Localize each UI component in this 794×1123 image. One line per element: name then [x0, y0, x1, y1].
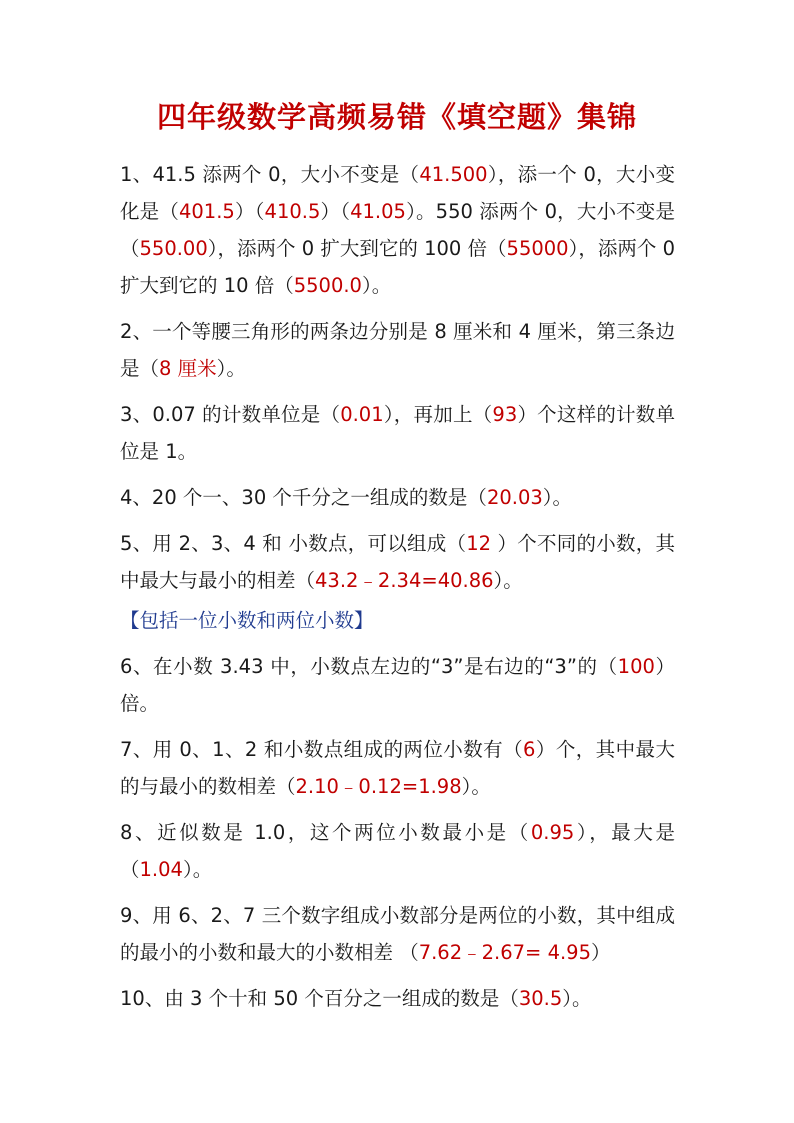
question-text: 5、用 2、3、4 和 小数点，可以组成（ [120, 532, 467, 555]
question-text: ），再加上（ [383, 403, 493, 426]
answer-text: 1.04 [139, 858, 183, 881]
question-text: ）。 [493, 569, 523, 592]
question-5-note: 【包括一位小数和两位小数】 [120, 609, 374, 632]
question-text: ） [591, 941, 611, 964]
answer-text: 41.500 [419, 163, 488, 186]
question-4 [120, 479, 675, 516]
answer-text: 7.62﹣2.67= 4.95 [418, 941, 591, 964]
question-text: ）。 [361, 274, 392, 297]
question-text: ），添两个 0 扩大到它的 10 倍（ [120, 237, 675, 297]
answer-text: 43.2﹣2.34=40.86 [315, 569, 494, 592]
answer-text: 41.05 [350, 200, 406, 223]
question-9 [120, 897, 675, 971]
answer-text: 2.10﹣0.12=1.98 [295, 775, 462, 798]
question-3 [120, 396, 675, 470]
question-text: 10、由 3 个十和 50 个百分之一组成的数是（ [120, 987, 519, 1010]
question-text: ）。 [562, 987, 592, 1010]
question-text: ）。 [216, 357, 246, 380]
answer-text: 30.5 [518, 987, 563, 1010]
question-text: 2、一个等腰三角形的两条边分别是 8 厘米和 4 厘米，第三条边是（ [120, 320, 675, 380]
question-text: ），添一个 0，大小变化是（ [120, 163, 675, 223]
question-10 [120, 980, 675, 1017]
answer-text: 8 厘米 [159, 357, 217, 380]
document-title: 四年级数学高频易错《填空题》集锦 [156, 100, 637, 134]
question-6 [120, 648, 675, 722]
question-text: 8、近似数是 1.0，这个两位小数最小是（ [120, 821, 531, 844]
answer-text: 550.00 [139, 237, 208, 260]
answer-text: 20.03 [486, 486, 543, 509]
question-text: ）。 [461, 775, 491, 798]
answer-text: 401.5 [178, 200, 235, 223]
question-text: ）。 [542, 486, 573, 509]
question-2 [120, 313, 675, 387]
question-text: ），添两个 0 扩大到它的 100 倍（ [207, 237, 507, 260]
question-text: 9、用 6、2、7 三个数字组成小数部分是两位的小数，其中组成的最小的小数和最大的小数相差 （ [120, 904, 675, 964]
answer-text: 410.5 [264, 200, 321, 223]
question-text: ）。550 添两个 0，大小不变是（ [120, 200, 675, 260]
question-text: ）（ [234, 200, 265, 223]
question-text: ）。 [182, 858, 213, 881]
answer-text: 55000 [506, 237, 569, 260]
question-list [120, 156, 675, 1026]
answer-text: 100 [617, 655, 655, 678]
question-text: 1、41.5 添两个 0，大小不变是（ [120, 163, 420, 186]
answer-text: 12 [466, 532, 492, 555]
question-text: 7、用 0、1、2 和小数点组成的两位小数有（ [120, 738, 524, 761]
question-5 [120, 525, 675, 599]
answer-text: 6 [523, 738, 536, 761]
answer-text: 5500.0 [293, 274, 362, 297]
answer-text: 93 [492, 403, 518, 426]
question-7 [120, 731, 675, 805]
answer-text: 0.95 [530, 821, 575, 844]
question-text: ）个，其中最大的与最小的数相差（ [120, 738, 675, 798]
question-text: ）个这样的计数单位是 1。 [120, 403, 675, 463]
question-text: ）（ [320, 200, 351, 223]
question-text: 4、20 个一、30 个千分之一组成的数是（ [120, 486, 487, 509]
question-8 [120, 814, 675, 888]
answer-text: 0.01 [340, 403, 384, 426]
question-text: 6、在小数 3.43 中，小数点左边的“3”是右边的“3”的（ [120, 655, 618, 678]
question-text: ），最大是（ [120, 821, 675, 881]
question-text: 3、0.07 的计数单位是（ [120, 403, 341, 426]
question-1 [120, 156, 675, 304]
question-text: ）个不同的小数，其中最大与最小的相差（ [120, 532, 675, 592]
question-text: ）倍。 [120, 655, 675, 715]
